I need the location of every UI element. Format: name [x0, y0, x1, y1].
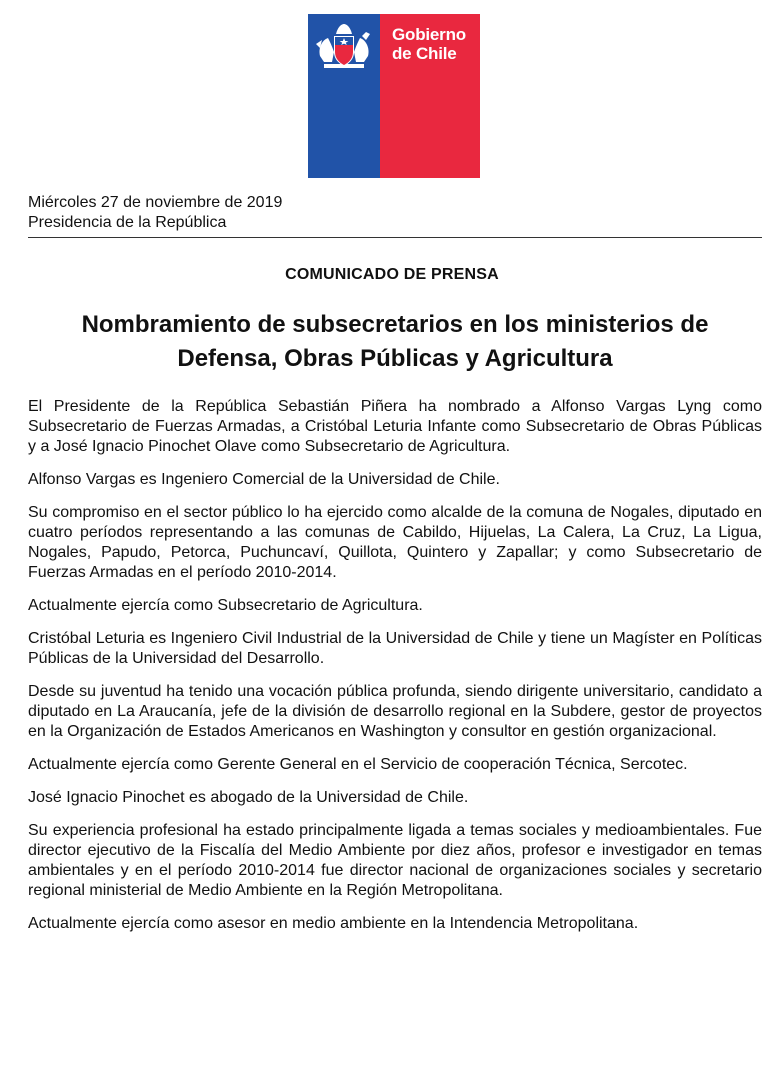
- document-date: Miércoles 27 de noviembre de 2019: [28, 194, 283, 211]
- gobierno-de-chile-logo: [308, 14, 480, 178]
- paragraph: Cristóbal Leturia es Ingeniero Civil Industrial de la Universidad de Chile y tiene un Magíster en Políticas Públicas de la Universidad del Desarrollo.: [28, 630, 762, 667]
- headline-line-1: Nombramiento de subsecretarios en los ministerios de: [81, 311, 709, 338]
- paragraph: Desde su juventud ha tenido una vocación pública profunda, siendo dirigente universitario, candidato a diputado en La Araucanía, jefe de la división de desarrollo regional en la Subdere, gestor de proyectos en la Organización de Estados Americanos en Washington y consultor en gestión organizacional.: [28, 683, 762, 740]
- paragraph: Actualmente ejercía como Gerente General en el Servicio de cooperación Técnica, Sercotec.: [28, 756, 688, 773]
- document-meta: [28, 193, 282, 233]
- logo-line-2: de Chile: [392, 44, 457, 63]
- press-release-label: COMUNICADO DE PRENSA: [285, 266, 499, 283]
- logo-line-1: Gobierno: [392, 25, 466, 44]
- chilean-coat-of-arms-icon: [314, 22, 374, 70]
- document-office: Presidencia de la República: [28, 214, 227, 231]
- paragraph: Alfonso Vargas es Ingeniero Comercial de la Universidad de Chile.: [28, 471, 500, 488]
- paragraph: Su compromiso en el sector público lo ha ejercido como alcalde de la comuna de Nogales, diputado en cuatro períodos representando a las comunas de Cabildo, Hijuelas, La Calera, La Cruz, La Ligua, Nogales, Papudo, Petorca, Puchuncaví, Quillota, Quintero y Zapallar; y como Subsecretario de Fuerzas Armadas en el período 2010-2014.: [28, 504, 762, 581]
- logo-wordmark: [392, 25, 476, 63]
- paragraph: El Presidente de la República Sebastián Piñera ha nombrado a Alfonso Vargas Lyng como Subsecretario de Fuerzas Armadas, a Cristóbal Leturia Infante como Subsecretario de Obras Públicas y a José Ignacio Pinochet Olave como Subsecretario de Agricultura.: [28, 398, 762, 455]
- page-title: [28, 308, 762, 376]
- paragraph: Actualmente ejercía como Subsecretario de Agricultura.: [28, 597, 423, 614]
- paragraph: José Ignacio Pinochet es abogado de la Universidad de Chile.: [28, 789, 469, 806]
- press-release-body: [28, 397, 762, 947]
- header-divider: [28, 237, 762, 238]
- paragraph: Su experiencia profesional ha estado principalmente ligada a temas sociales y medioambientales. Fue director ejecutivo de la Fiscalía del Medio Ambiente por diez años, profesor e investigador en temas ambientales y en el período 2010-2014 fue director nacional de organizaciones sociales y secretario regional ministerial de Medio Ambiente en la Región Metropolitana.: [28, 822, 762, 899]
- headline-line-2: Defensa, Obras Públicas y Agricultura: [177, 345, 613, 372]
- paragraph: Actualmente ejercía como asesor en medio ambiente en la Intendencia Metropolitana.: [28, 915, 639, 932]
